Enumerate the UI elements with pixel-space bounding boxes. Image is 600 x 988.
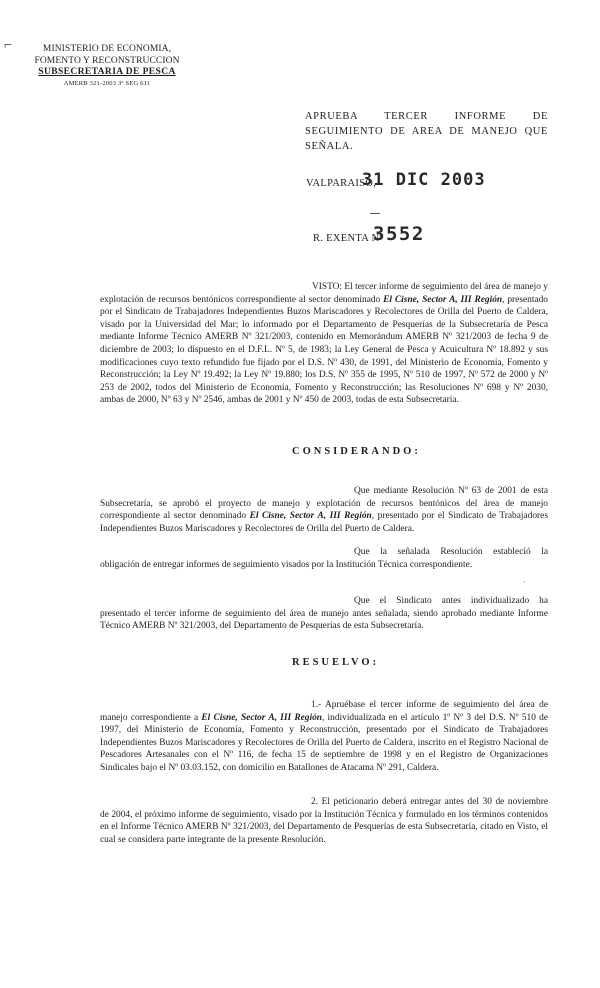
ministry-name-line1: MINISTERIO DE ECONOMIA, xyxy=(42,44,172,54)
resolution-number: 3552 xyxy=(373,223,425,245)
ministry-name-line2: FOMENTO Y RECONSTRUCCION xyxy=(34,55,180,66)
resuelvo-2-number: 2. xyxy=(311,797,319,807)
considerando-1-text-a: Que mediante Resolución Nº 63 de 2001 de esta Subsecretaría, se aprobó el proyecto de manejo y explotación de recursos bentónicos del área de manejo correspondiente al sector denominado xyxy=(100,486,548,522)
visto-paragraph xyxy=(100,281,548,407)
resuelvo-item-1 xyxy=(100,699,548,775)
ministry-header xyxy=(22,44,192,88)
visto-text-a: El tercer informe de seguimiento del área de manejo y explotación de recursos bentónicos correspondiente al sector denominado xyxy=(100,282,548,305)
place-label: VALPARAISO, xyxy=(306,178,377,189)
resuelvo-1-sector: El Cisne, Sector A, III Región xyxy=(201,712,322,723)
resuelvo-1-number: 1.- xyxy=(311,700,322,710)
dash-mark xyxy=(370,213,380,214)
visto-sector: El Cisne, Sector A, III Región xyxy=(383,294,503,305)
considerando-paragraph-3 xyxy=(100,595,548,633)
date-stamp: 31 DIC 2003 xyxy=(362,170,486,190)
resuelvo-heading: RESUELVO: xyxy=(292,657,380,668)
considerando-heading: CONSIDERANDO: xyxy=(292,446,421,457)
resuelvo-1-text-b: , individualizada en el artículo 1º Nº 3 del D.S. Nº 510 de 1997, del Ministerio de Economía, Fomento y Reconstrucción, presentado por el Sindicato de Trabajadores Independientes Buzos Mariscadores y Recolectores de Orilla del Puerto de Caldera, inscrito en el Registro Nacional de Pescadores Artesanales con el Nº 116, de fecha 15 de septiembre de 1998 y en el Registro de Organizaciones Sindicales bajo el Nº 03.03.152, con domicilio en Batallones de Atacama Nº 291, Caldera. xyxy=(100,712,548,773)
resuelvo-1-text-a: Apruébase el tercer informe de seguimiento del área de manejo correspondiente a xyxy=(100,700,548,723)
visto-lead: VISTO: xyxy=(312,282,343,292)
subsecretaria-name: SUBSECRETARIA DE PESCA xyxy=(38,67,176,77)
visto-text-b: , presentado por el Sindicato de Trabajadores Independientes Buzos Mariscadores y Recolectores de Orilla del Puerto de Caldera, visado por la Universidad del Mar; lo informado por el Departamento de Pesquerías de la Subsecretaría de Pesca mediante Informe Técnico AMERB Nº 321/2003, contenido en Memorándum AMERB Nº 321/2003 de fecha 9 de diciembre de 2003; lo dispuesto en el D.F.L. Nº 5, de 1983; la Ley General de Pesca y Acuicultura Nº 18.892 y sus modificaciones cuyo texto refundido fue fijado por el D.S. Nº 430, de 1991, del Ministerio de Economía, Fomento y Reconstrucción; la Ley Nº 19.492; la Ley Nº 19.880; los D.S. Nº 355 de 1995, Nº 510 de 1997, Nº 572 de 2000 y Nº 253 de 2002, todos del Ministerio de Economía, Fomento y Reconstrucción; las Resoluciones Nº 698 y Nº 2030, ambas de 2000, Nº 63 y Nº 2546, ambas de 2001 y Nº 450 de 2003, todas de esta Subsecretaría. xyxy=(100,294,548,406)
resuelvo-item-2 xyxy=(100,796,548,846)
considerando-paragraph-1 xyxy=(100,485,548,535)
considerando-1-text-b: , presentado por el Sindicato de Trabajadores Independientes Buzos Mariscadores y Recolectores de Orilla del Puerto de Caldera. xyxy=(100,511,548,534)
considerando-1-sector: El Cisne, Sector A, III Región xyxy=(249,511,372,522)
considerando-3-text: Que el Sindicato antes individualizado ha presentado el tercer informe de seguimiento del área de manejo antes señalada, siendo aprobado mediante Informe Técnico AMERB Nº 321/2003, del Departamento de Pesquerías de esta Subsecretaría. xyxy=(100,596,548,632)
resuelvo-2-text: El peticionario deberá entregar antes del 30 de noviembre de 2004, el próximo informe de seguimiento, visado por la Institución Técnica y formulado en los términos contenidos en el Informe Técnico AMERB Nº 321/2003, del Departamento de Pesquerías de esta Subsecretaría, citado en Visto, el cual se considera parte integrante de la presente Resolución. xyxy=(100,797,548,845)
margin-tick: · xyxy=(523,578,526,587)
considerando-paragraph-2 xyxy=(100,546,548,571)
margin-mark: ⌐ xyxy=(4,38,12,53)
document-reference: AMERB 321-2003 3º SEG 611 xyxy=(63,79,151,87)
resolution-subject: APRUEBA TERCER INFORME DE SEGUIMIENTO DE AREA DE MANEJO QUE SEÑALA. xyxy=(305,111,548,152)
considerando-2-text: Que la señalada Resolución estableció la obligación de entregar informes de seguimiento visados por la Institución Técnica correspondiente. xyxy=(100,547,548,570)
resolution-label: R. EXENTA Nº xyxy=(313,233,383,244)
